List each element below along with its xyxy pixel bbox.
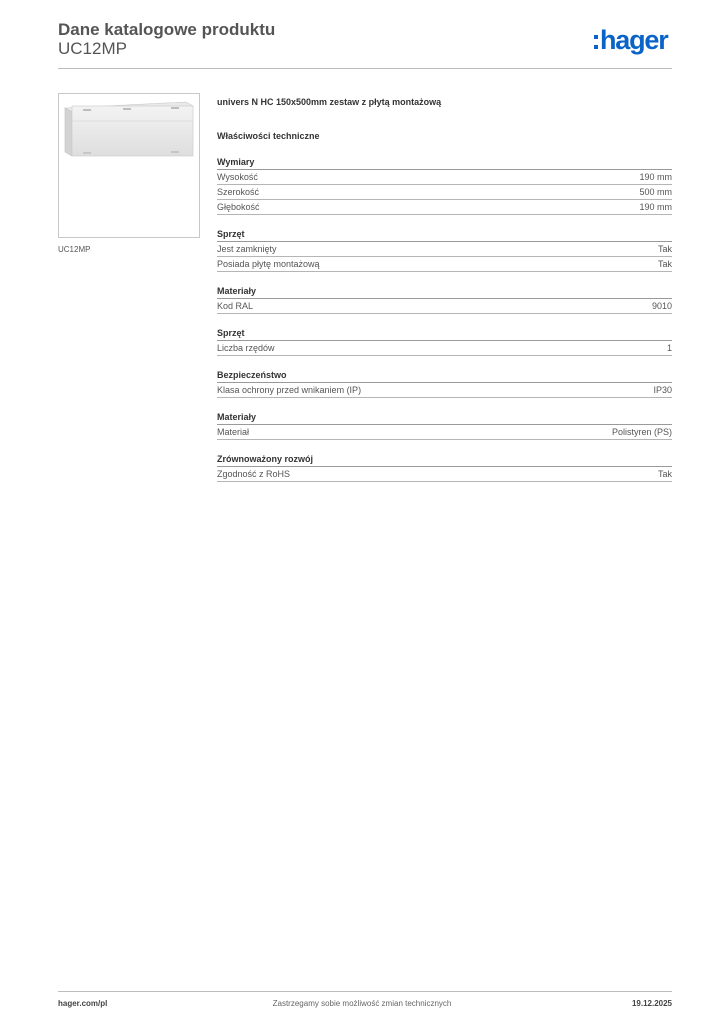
group-title: Wymiary [217,156,672,170]
section-title: Właściwości techniczne [217,131,320,141]
group-title: Sprzęt [217,228,672,242]
logo-text: hager [600,25,668,55]
group-title: Zrównoważony rozwój [217,453,672,467]
footer-website-link[interactable]: hager.com/pl [58,999,108,1008]
spec-label: Kod RAL [217,301,254,311]
spec-label: Szerokość [217,187,260,197]
spec-group-bezpieczenstwo [217,369,672,398]
product-image [58,93,200,238]
spec-value: Polistyren (PS) [611,427,672,437]
spec-value: 9010 [651,301,672,311]
spec-value: 190 mm [639,172,672,182]
image-caption: UC12MP [58,245,91,254]
spec-label: Liczba rzędów [217,343,275,353]
spec-row [217,425,672,440]
logo-dots-icon [594,35,598,49]
spec-value: Tak [657,259,672,269]
spec-label: Jest zamknięty [217,244,277,254]
spec-label: Wysokość [217,172,258,182]
footer-divider [58,991,672,992]
spec-row [217,242,672,257]
spec-row [217,467,672,482]
spec-row [217,170,672,185]
group-title: Materiały [217,411,672,425]
header-divider [58,68,672,69]
spec-row [217,257,672,272]
footer-date: 19.12.2025 [631,999,672,1008]
spec-value: Tak [657,244,672,254]
spec-label: Klasa ochrony przed wnikaniem (IP) [217,385,362,395]
product-title: univers N HC 150x500mm zestaw z płytą montażową [217,97,442,107]
spec-group-materialy [217,285,672,314]
spec-group-sprzet-2 [217,327,672,356]
spec-value: Tak [657,469,672,479]
footer-disclaimer: Zastrzegamy sobie możliwość zmian technicznych [272,999,452,1008]
spec-row [217,383,672,398]
spec-label: Głębokość [217,202,260,212]
spec-row [217,299,672,314]
group-title: Bezpieczeństwo [217,369,672,383]
spec-group-materialy-2 [217,411,672,440]
spec-label: Zgodność z RoHS [217,469,291,479]
group-title: Materiały [217,285,672,299]
spec-row [217,185,672,200]
group-title: Sprzęt [217,327,672,341]
product-code: UC12MP [58,39,127,58]
spec-value: 1 [666,343,672,353]
spec-row [217,341,672,356]
spec-label: Posiada płytę montażową [217,259,320,269]
enclosure-image [59,94,199,237]
spec-value: 190 mm [639,202,672,212]
spec-row [217,200,672,215]
page-title: Dane katalogowe produktu [58,20,276,39]
spec-group-wymiary [217,156,672,215]
spec-value: IP30 [653,385,672,395]
hager-logo [594,26,668,54]
spec-group-sprzet [217,228,672,272]
spec-value: 500 mm [639,187,672,197]
spec-group-zrownowazony-rozwoj [217,453,672,482]
spec-table [217,156,672,495]
spec-label: Materiał [217,427,250,437]
